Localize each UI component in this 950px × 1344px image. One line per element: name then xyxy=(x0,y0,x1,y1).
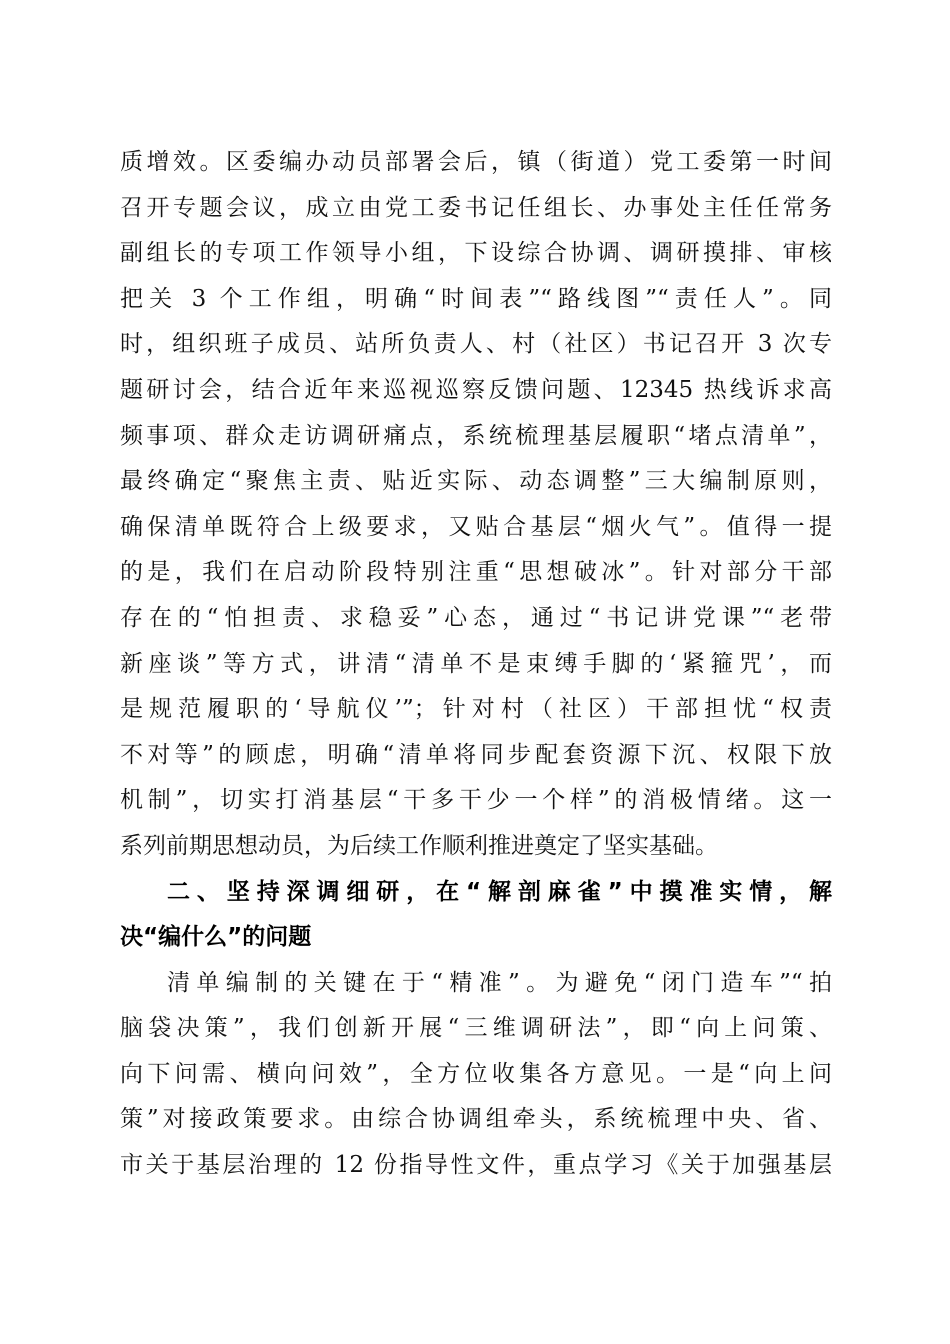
body-line: 是规范履职的‘导航仪’”；针对村（社区）干部担忧“权责 xyxy=(120,696,832,723)
body-line: 最终确定“聚焦主责、贴近实际、动态调整”三大编制原则， xyxy=(120,468,832,495)
body-line: 把关 3 个工作组，明确“时间表”“路线图”“责任人”。同 xyxy=(120,285,832,312)
body-line: 系列前期思想动员，为后续工作顺利推进奠定了坚实基础。 xyxy=(120,832,718,859)
body-line: 不对等”的顾虑，明确“清单将同步配套资源下沉、权限下放 xyxy=(120,741,832,768)
body-line: 存在的“怕担责、求稳妥”心态，通过“书记讲党课”“老带 xyxy=(120,604,832,631)
body-line: 的是，我们在启动阶段特别注重“思想破冰”。针对部分干部 xyxy=(120,559,832,586)
body-line: 确保清单既符合上级要求，又贴合基层“烟火气”。值得一提 xyxy=(120,513,832,540)
body-line: 质增效。区委编办动员部署会后，镇（街道）党工委第一时间 xyxy=(120,149,832,175)
body-line: 召开专题会议，成立由党工委书记任组长、办事处主任任常务 xyxy=(120,194,832,221)
section-heading: 决“编什么”的问题 xyxy=(120,924,312,951)
body-line: 向下问需、横向问效”，全方位收集各方意见。一是“向上问 xyxy=(120,1060,832,1087)
body-line: 脑袋决策”，我们创新开展“三维调研法”，即“向上问策、 xyxy=(120,1015,832,1042)
body-line: 题研讨会，结合近年来巡视巡察反馈问题、12345 热线诉求高 xyxy=(120,376,832,403)
body-line: 时，组织班子成员、站所负责人、村（社区）书记召开 3 次专 xyxy=(120,331,832,358)
body-line: 频事项、群众走访调研痛点，系统梳理基层履职“堵点清单”， xyxy=(120,422,832,449)
body-line: 策”对接政策要求。由综合协调组牵头，系统梳理中央、省、 xyxy=(120,1106,832,1133)
body-line: 市关于基层治理的 12 份指导性文件，重点学习《关于加强基层 xyxy=(120,1152,832,1179)
section-heading: 二、坚持深调细研，在“解剖麻雀”中摸准实情，解 xyxy=(167,878,832,905)
body-line: 机制”，切实打消基层“干多干少一个样”的消极情绪。这一 xyxy=(120,787,832,814)
body-line: 副组长的专项工作领导小组，下设综合协调、调研摸排、审核 xyxy=(120,240,832,267)
document-body xyxy=(120,140,832,1189)
body-line: 清单编制的关键在于“精准”。为避免“闭门造车”“拍 xyxy=(167,969,832,996)
body-line: 新座谈”等方式，讲清“清单不是束缚手脚的‘紧箍咒’，而 xyxy=(120,650,832,677)
